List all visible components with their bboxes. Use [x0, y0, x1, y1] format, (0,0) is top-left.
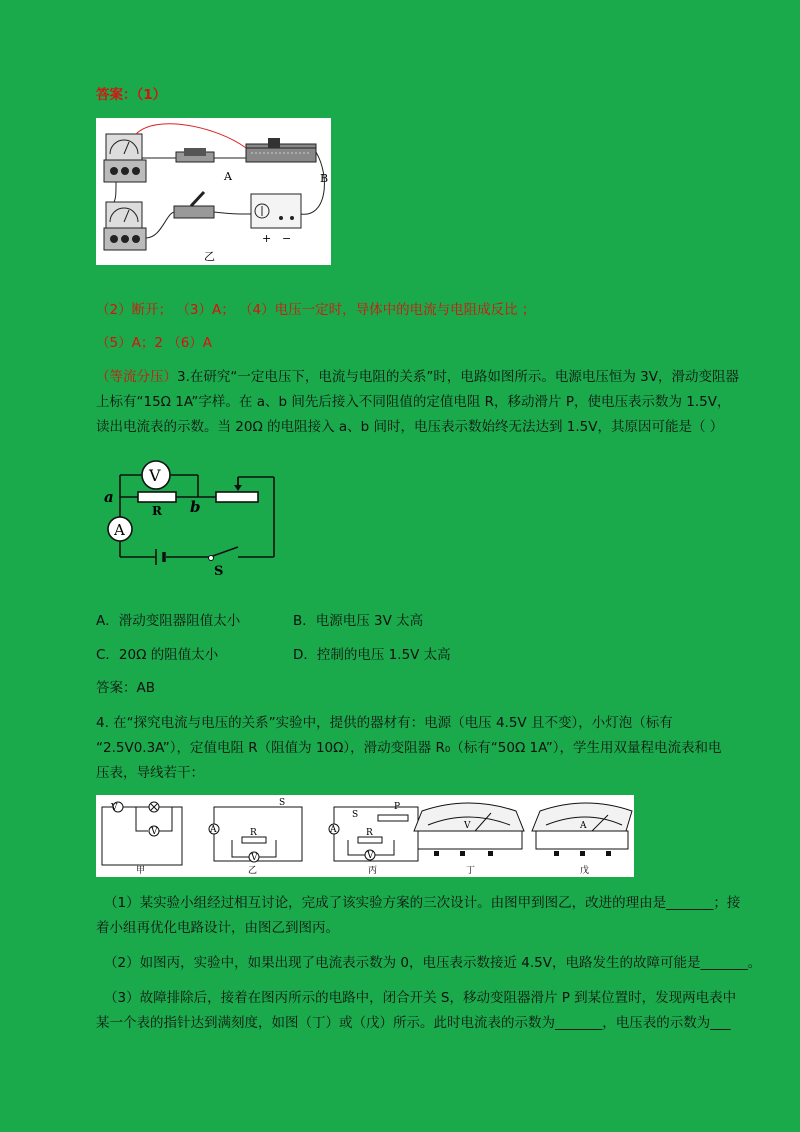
point-b-label: b	[190, 498, 201, 516]
fig-jia-v2: V	[151, 827, 158, 837]
q4-sub3-line-1: （3）故障排除后，接着在图丙所示的电路中，闭合开关 S，移动变阻器滑片 P 到某位置时，发现两电表中	[104, 990, 737, 1006]
q4-line-2: “2.5V0.3A”），定值电阻 R（阻值为 10Ω），滑动变阻器 R₀（标有“50Ω 1A”），学生用双量程电流表和电	[96, 740, 722, 756]
q3-option-d: D．控制的电压 1.5V 太高	[293, 647, 451, 663]
q4-sub1-line-1: （1）某实验小组经过相互讨论，完成了该实验方案的三次设计。由图甲到图乙，改进的理由是_______；接	[104, 895, 741, 911]
fig-bing-r: R	[366, 828, 373, 838]
q3-answer: 答案：AB	[96, 680, 155, 696]
q4-sub2: （2）如图丙，实验中，如果出现了电流表示数为 0，电压表示数接近 4.5V，电路发生的故障可能是_______。	[104, 955, 762, 971]
ammeter-label: A	[114, 521, 125, 539]
point-a-label: a	[104, 488, 114, 506]
fig-bing-v: V	[367, 851, 374, 861]
fig-yi-s: S	[279, 798, 286, 808]
fig-caption-wu: 戊	[580, 866, 590, 876]
q3-line-2: 上标有“15Ω 1A”字样。在 a、b 间先后接入不同阻值的定值电阻 R，移动滑片 P，使电压表示数为 1.5V，	[96, 394, 731, 410]
answer-heading: 答案：（1）	[96, 87, 167, 103]
q4-line-3: 压表，导线若干：	[96, 765, 204, 781]
meter-top-icon	[104, 134, 146, 182]
fig-bing-a: A	[330, 825, 337, 835]
fig-caption-ding: 丁	[466, 866, 476, 876]
figure-yi-apparatus	[96, 118, 331, 265]
fig-yi-a: A	[210, 825, 217, 835]
q3-line-3: 读出电流表的示数。当 20Ω 的电阻接入 a、b 间时，电压表示数始终无法达到 1.5V，其原因可能是（ ）	[96, 419, 724, 435]
fig-ding-v: V	[464, 821, 471, 831]
q3-option-c: C．20Ω 的阻值太小	[96, 647, 219, 663]
q3-line-1	[96, 367, 739, 387]
label-A: A	[224, 170, 232, 183]
resistor-board-icon	[176, 148, 214, 162]
fig-wu-a: A	[580, 821, 587, 831]
switch-icon	[174, 192, 214, 218]
q3-line-1-text: 3.在研究“一定电压下，电流与电阻的关系”时，电路如图所示。电源电压恒为 3V，滑动变阻器	[177, 369, 739, 385]
q4-sub1-line-2: 着小组再优化电路设计，由图乙到图丙。	[96, 920, 339, 936]
q3-option-a: A．滑动变阻器阻值太小	[96, 613, 241, 629]
label-plus: +	[262, 232, 272, 245]
q3-tag: （等流分压）	[96, 369, 177, 385]
rheostat-icon	[246, 138, 316, 162]
switch-label: S	[214, 564, 224, 579]
answer-line-2: （2）断开； （3）A； （4）电压一定时，导体中的电流与电阻成反比 ；	[96, 302, 536, 318]
fig-caption-yi: 乙	[248, 866, 258, 876]
label-minus: −	[282, 232, 292, 245]
answer-line-3: （5）A；2 （6）A	[96, 335, 213, 351]
q4-figures	[96, 795, 634, 877]
q4-sub3-line-2: 某一个表的指针达到满刻度，如图（丁）或（戊）所示。此时电流表的示数为_______，电压表的示数为___	[96, 1015, 731, 1031]
fig-yi-r: R	[250, 828, 257, 838]
q4-line-1: 4. 在“探究电流与电压的关系”实验中，提供的器材有：电源（电压 4.5V 且不变），小灯泡（标有	[96, 715, 673, 731]
q3-option-b: B．电源电压 3V 太高	[293, 613, 424, 629]
label-B: B	[320, 172, 329, 185]
voltmeter-label: V	[149, 466, 161, 485]
fig-bing-s: S	[352, 810, 359, 820]
fig-caption-bing: 丙	[368, 866, 378, 876]
power-supply-icon	[251, 194, 301, 228]
fig-bing-p: P	[394, 802, 401, 812]
fig-caption-jia: 甲	[136, 866, 146, 876]
figure-caption: 乙	[204, 250, 215, 263]
q3-circuit-diagram	[98, 455, 288, 580]
fig-yi-v: V	[251, 853, 258, 863]
resistor-label: R	[152, 504, 162, 518]
meter-bottom-icon	[104, 202, 146, 250]
fig-jia-v: V	[111, 803, 118, 813]
